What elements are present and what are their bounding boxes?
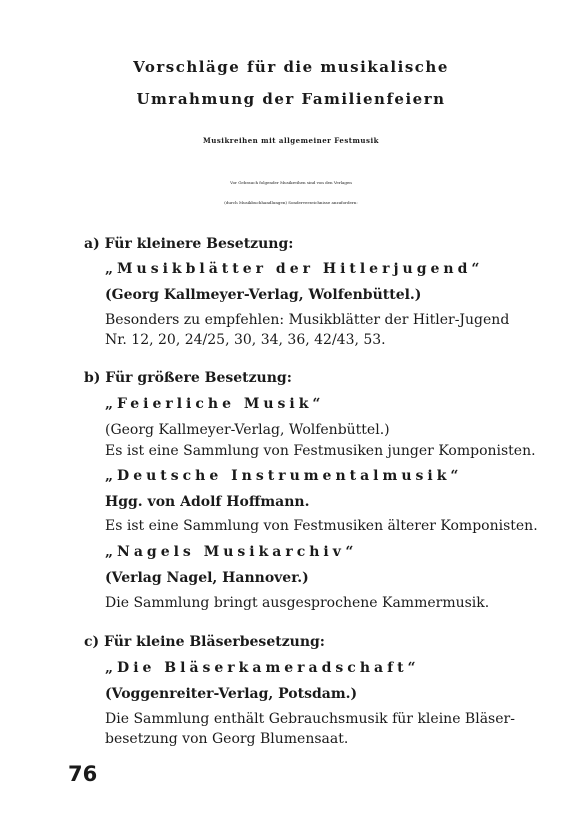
section-b-entry-2-note: Es ist eine Sammlung von Festmusiken älterer Komponisten. [105, 518, 538, 534]
section-b-entry-2-title: „Deutsche Instrumentalmusik“ [105, 468, 463, 484]
page-title-line-1: Vorschläge für die musikalische [133, 58, 449, 76]
section-c-heading: c) Für kleine Bläserbesetzung: [84, 634, 325, 650]
section-b-entry-3-publisher: (Verlag Nagel, Hannover.) [105, 570, 309, 586]
intro-line-2: (durch Musikbuchhandlungen) Sonderverzeichnisse anzufordern: [224, 200, 358, 205]
section-b-entry-2-editor: Hgg. von Adolf Hoffmann. [105, 494, 310, 510]
section-b-entry-1-note: Es ist eine Sammlung von Festmusiken junger Komponisten. [105, 443, 536, 459]
section-b-entry-1-title: „Feierliche Musik“ [105, 396, 325, 412]
section-c-entry-1-publisher: (Voggenreiter-Verlag, Potsdam.) [105, 686, 358, 702]
section-b-entry-3-note: Die Sammlung bringt ausgesprochene Kammermusik. [105, 595, 490, 611]
section-c-entry-1-note-line-2: besetzung von Georg Blumensaat. [105, 731, 349, 747]
page-number: 76 [68, 762, 98, 786]
section-a-entry-1-note-line-2: Nr. 12, 20, 24/25, 30, 34, 36, 42/43, 53. [105, 332, 386, 348]
section-a-entry-1-publisher: (Georg Kallmeyer-Verlag, Wolfenbüttel.) [105, 287, 422, 303]
section-subtitle: Musikreihen mit allgemeiner Festmusik [203, 136, 379, 145]
section-b-entry-1-publisher: (Georg Kallmeyer-Verlag, Wolfenbüttel.) [105, 422, 390, 438]
section-b-entry-3-title: „Nagels Musikarchiv“ [105, 544, 358, 560]
section-c-entry-1-note-line-1: Die Sammlung enthält Gebrauchsmusik für kleine Bläser- [105, 711, 515, 727]
page-title-line-2: Umrahmung der Familienfeiern [136, 90, 446, 108]
section-a-entry-1-note-line-1: Besonders zu empfehlen: Musikblätter der Hitler-Jugend [105, 312, 510, 328]
section-c-entry-1-title: „Die Bläserkameradschaft“ [105, 660, 420, 676]
section-a-heading: a) Für kleinere Besetzung: [84, 236, 294, 252]
section-a-entry-1-title: „Musikblätter der Hitlerjugend“ [105, 261, 484, 277]
intro-line-1: Vor Gebrauch folgender Musikreihen sind von den Verlagen [230, 180, 352, 185]
section-b-heading: b) Für größere Besetzung: [84, 370, 292, 386]
